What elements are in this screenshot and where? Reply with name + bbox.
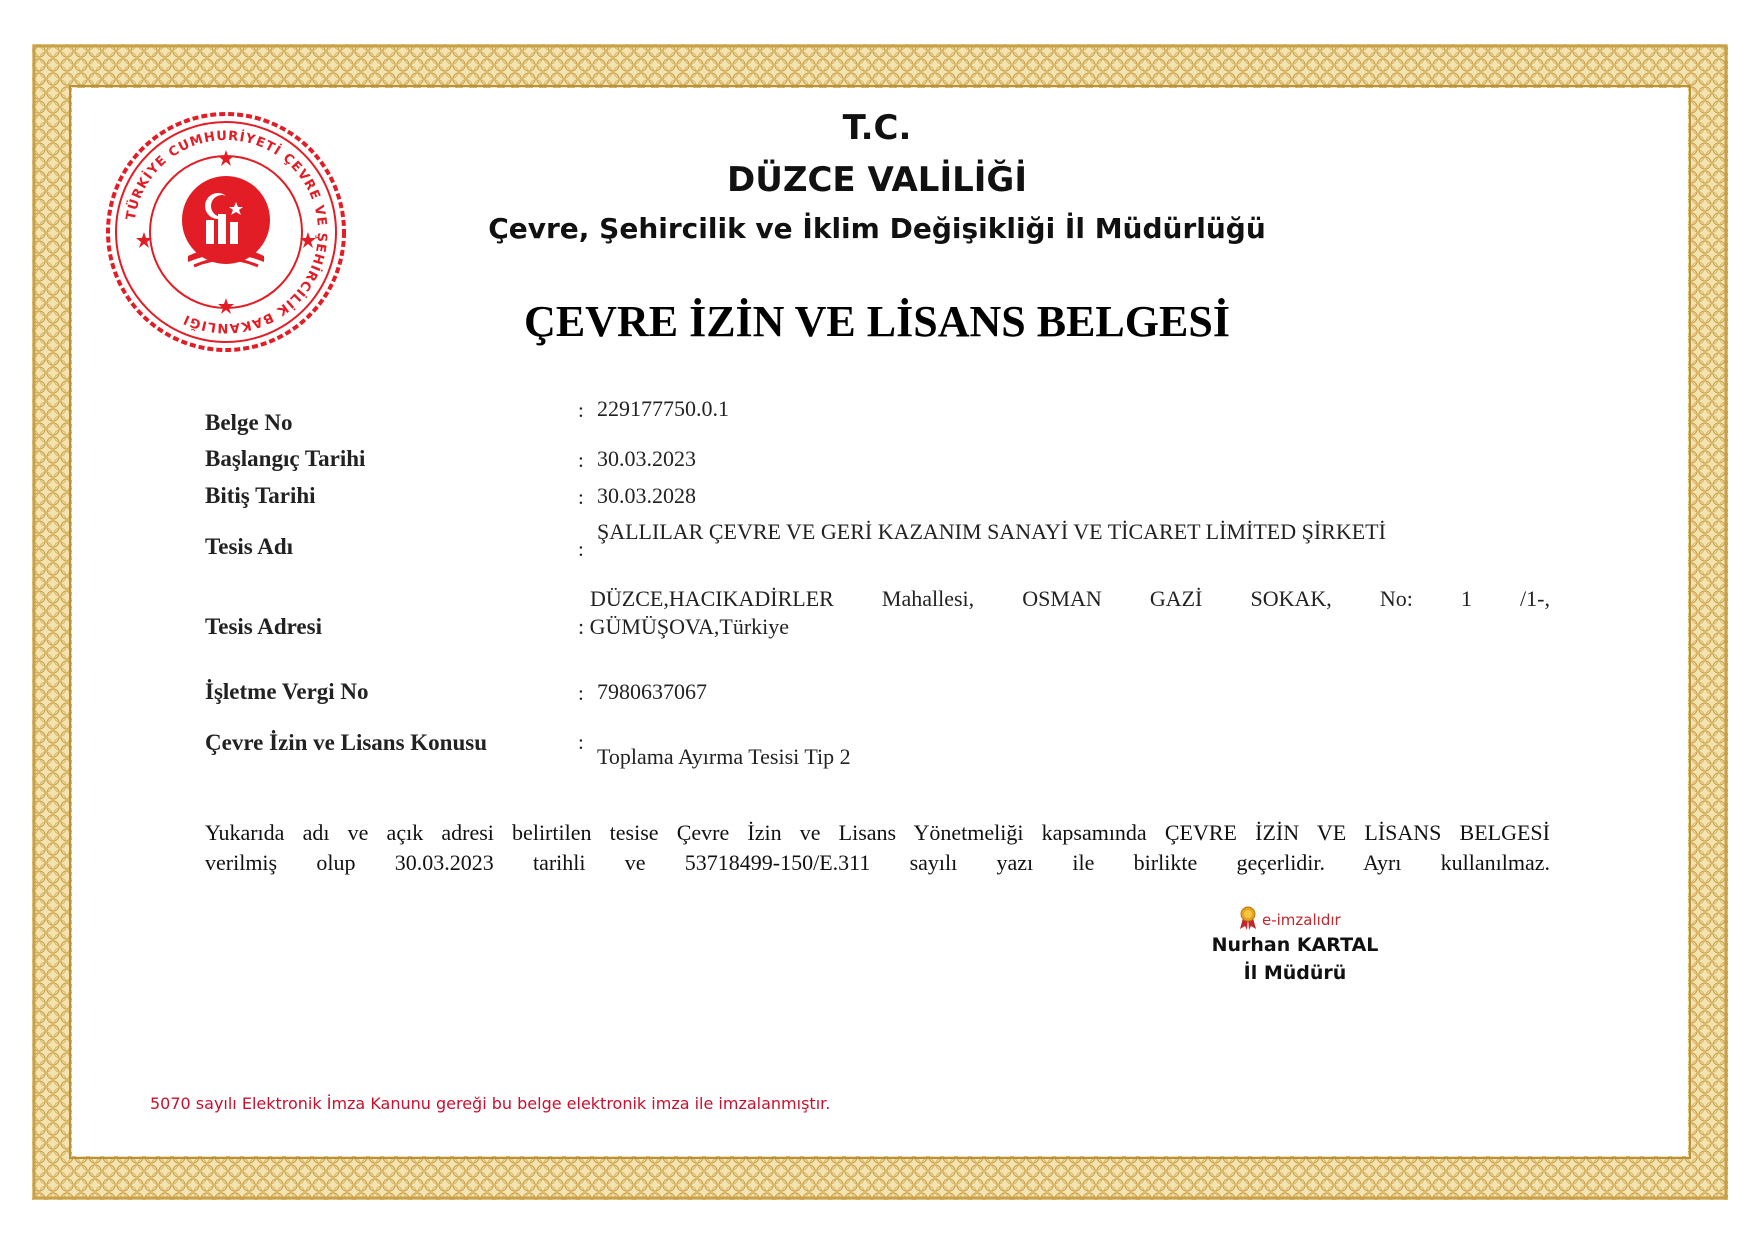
bitis-colon: :	[578, 485, 584, 509]
baslangic-value: 30.03.2023	[597, 446, 696, 471]
paragraph-line2: verilmiş olup 30.03.2023 tarihli ve 53718499-150/E.311 sayılı yazı ile birlikte geçerlidir. Ayrı kullanılmaz.	[205, 850, 1550, 875]
header-tc: T.C.	[842, 108, 912, 148]
signer-title: İl Müdürü	[1243, 962, 1347, 984]
baslangic-colon: :	[578, 448, 584, 472]
belge-no-label: Belge No	[205, 410, 293, 435]
paragraph-line1: Yukarıda adı ve açık adresi belirtilen tesise Çevre İzin ve Lisans Yönetmeliği kapsamında ÇEVRE İZİN VE LİSANS BELGESİ	[205, 820, 1550, 845]
document-title: ÇEVRE İZİN VE LİSANS BELGESİ	[524, 297, 1230, 346]
vergi-no-colon: :	[578, 681, 584, 705]
belge-no-value: 229177750.0.1	[597, 396, 729, 421]
tesis-adi-value: ŞALLILAR ÇEVRE VE GERİ KAZANIM SANAYİ VE TİCARET LİMİTED ŞİRKETİ	[597, 519, 1386, 544]
bitis-value: 30.03.2028	[597, 483, 696, 508]
bitis-label: Bitiş Tarihi	[205, 483, 316, 508]
e-signature-law-notice: 5070 sayılı Elektronik İmza Kanunu gereği bu belge elektronik imza ile imzalanmıştır.	[150, 1094, 831, 1113]
e-signature-text: e-imzalıdır	[1262, 911, 1341, 929]
validity-paragraph	[205, 818, 1550, 878]
signer-name: Nurhan KARTAL	[1211, 934, 1379, 956]
tesis-adresi-label: Tesis Adresi	[205, 614, 322, 639]
vergi-no-value: 7980637067	[597, 679, 707, 704]
belge-no-colon: :	[578, 398, 584, 422]
konu-colon: :	[578, 730, 584, 754]
baslangic-label: Başlangıç Tarihi	[205, 446, 366, 471]
tesis-adi-label: Tesis Adı	[205, 534, 294, 559]
seal-ring-text: TÜRKİYE CUMHURİYETİ ÇEVRE VE ŞEHİRCİLİK BAKANLIĞI	[123, 128, 330, 336]
e-signature-badge	[1238, 906, 1341, 934]
header-valilik: DÜZCE VALİLİĞİ	[726, 160, 1027, 200]
vergi-no-label: İşletme Vergi No	[205, 679, 369, 704]
konu-label: Çevre İzin ve Lisans Konusu	[205, 730, 488, 755]
tesis-adresi-line2: : GÜMÜŞOVA,Türkiye	[578, 614, 790, 639]
header-mudurluk: Çevre, Şehircilik ve İklim Değişikliği İl Müdürlüğü	[488, 212, 1266, 245]
tesis-adresi-line1: DÜZCE,HACIKADİRLER Mahallesi, OSMAN GAZİ SOKAK, No: 1 /1-,	[590, 586, 1550, 611]
tesis-adi-colon: :	[578, 537, 584, 561]
ribbon-award-icon	[1238, 906, 1258, 934]
konu-value: Toplama Ayırma Tesisi Tip 2	[597, 744, 851, 769]
